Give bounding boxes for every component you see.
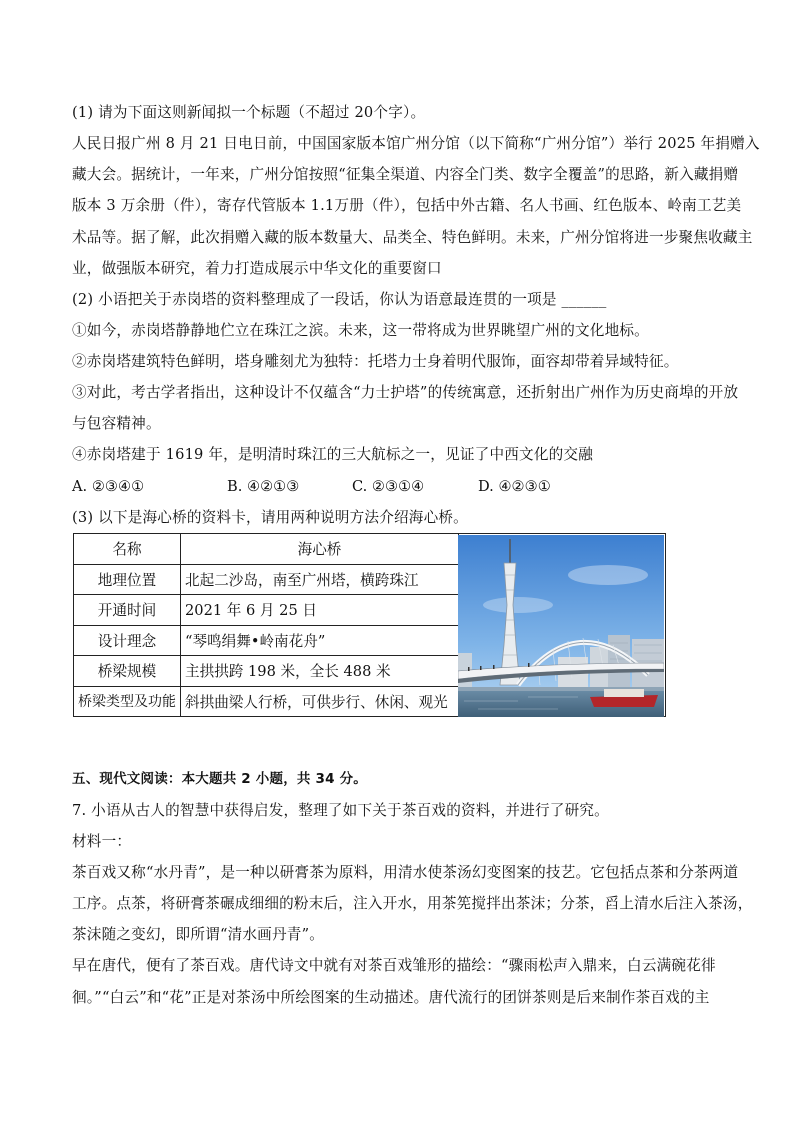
option-a: A. ②③④① xyxy=(72,478,145,495)
q3-prompt: (3) 以下是海心桥的资料卡，请用两种说明方法介绍海心桥。 xyxy=(72,509,468,526)
material-label: 材料一： xyxy=(72,833,132,850)
table-cell-key: 桥梁规模 xyxy=(74,656,181,687)
q2-item: ①如今，赤岗塔静静地伫立在珠江之滨。未来，这一带将成为世界眺望广州的文化地标。 xyxy=(72,322,649,339)
option-d: D. ④②③① xyxy=(478,478,551,495)
table-header-value: 海心桥 xyxy=(181,534,459,565)
material-paragraph: 徊。”“白云”和“花”正是对茶汤中所绘图案的生动描述。唐代流行的团饼茶则是后来制作茶百戏的主 xyxy=(72,989,710,1006)
table-cell-value: “琴鸣绢舞•岭南花舟” xyxy=(181,625,459,656)
news-line: 藏大会。据统计，一年来，广州分馆按照“征集全渠道、内容全门类、数字全覆盖”的思路，新入藏捐赠 xyxy=(72,166,739,183)
news-line: 术品等。据了解，此次捐赠入藏的版本数量大、品类全、特色鲜明。未来，广州分馆将进一步聚焦收藏主 xyxy=(72,229,753,246)
news-line: 业，做强版本研究，着力打造成展示中华文化的重要窗口 xyxy=(72,260,442,277)
material-paragraph: 茶沫随之变幻，即所谓“清水画丹青”。 xyxy=(72,926,325,943)
material-paragraph: 早在唐代，便有了茶百戏。唐代诗文中就有对茶百戏雏形的描绘：“骤雨松声入鼎来，白云满碗花徘 xyxy=(72,957,716,974)
table-cell-key: 桥梁类型及功能 xyxy=(74,686,181,717)
q2-item: ④赤岗塔建于 1619 年，是明清时珠江的三大航标之一，见证了中西文化的交融 xyxy=(72,446,594,463)
table-cell-key: 设计理念 xyxy=(74,625,181,656)
question-7: 7. 小语从古人的智慧中获得启发，整理了如下关于茶百戏的资料，并进行了研究。 xyxy=(72,802,609,819)
material-paragraph: 工序。点茶，将研膏茶碾成细细的粉末后，注入开水，用茶筅搅拌出茶沫；分茶，舀上清水后注入茶汤， xyxy=(72,895,753,912)
table-cell-key: 地理位置 xyxy=(74,564,181,595)
table-cell-value: 主拱拱跨 198 米，全长 488 米 xyxy=(181,656,459,687)
section-heading: 五、现代文阅读：本大题共 2 小题，共 34 分。 xyxy=(72,771,367,787)
news-line: 人民日报广州 8 月 21 日电日前，中国国家版本馆广州分馆（以下简称“广州分馆”）举行 2025 年捐赠入 xyxy=(72,135,760,152)
news-line: 版本 3 万余册（件），寄存代管版本 1.1万册（件），包括中外古籍、名人书画、红色版本、岭南工艺美 xyxy=(72,197,742,214)
table-cell-value: 北起二沙岛，南至广州塔，横跨珠江 xyxy=(181,564,459,595)
option-b: B. ④②①③ xyxy=(227,478,300,495)
option-c: C. ②③①④ xyxy=(352,478,425,495)
table-cell-key: 开通时间 xyxy=(74,595,181,626)
table-cell-value: 2021 年 6 月 25 日 xyxy=(181,595,459,626)
table-cell-value: 斜拱曲梁人行桥，可供步行、休闲、观光 xyxy=(181,686,459,717)
canton-tower-bridge-photo xyxy=(458,535,664,717)
q1-prompt: (1) 请为下面这则新闻拟一个标题（不超过 20个字）。 xyxy=(72,104,426,121)
table-header-key: 名称 xyxy=(74,534,181,565)
q2-item: ③对此，考古学者指出，这种设计不仅蕴含“力士护塔”的传统寓意，还折射出广州作为历史商埠的开放 xyxy=(72,384,739,401)
q2-prompt: (2) 小语把关于赤岗塔的资料整理成了一段话，你认为语意最连贯的一项是 ______ xyxy=(72,291,607,308)
material-paragraph: 茶百戏又称“水丹青”，是一种以研膏茶为原料，用清水使茶汤幻变图案的技艺。它包括点茶和分茶两道 xyxy=(72,864,739,881)
q2-item: 与包容精神。 xyxy=(72,415,161,432)
q2-item: ②赤岗塔建筑特色鲜明，塔身雕刻尤为独特：托塔力士身着明代服饰，面容却带着异域特征。 xyxy=(72,353,679,370)
